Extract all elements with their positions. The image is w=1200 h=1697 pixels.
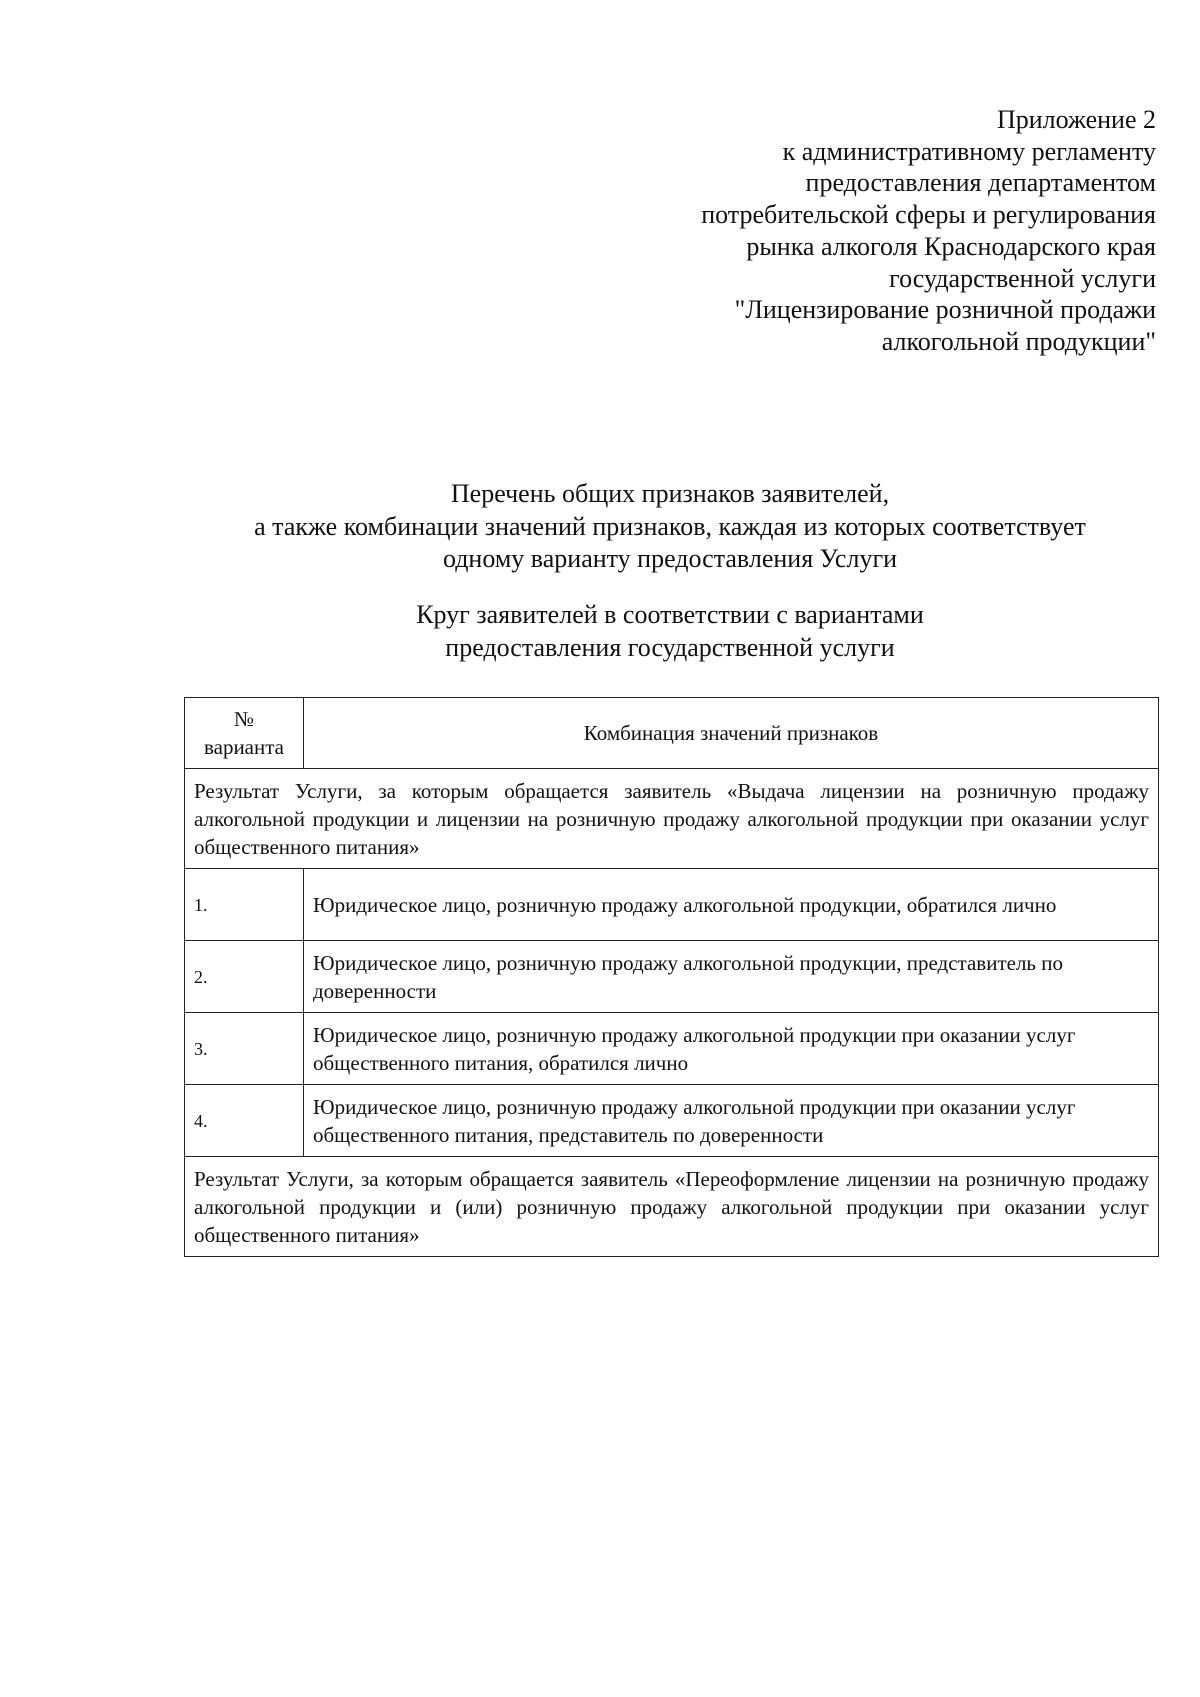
table-row [185,941,1159,1013]
variant-number: 4. [185,1085,304,1157]
subheading-line: предоставления государственной услуги [445,633,895,662]
table-header-row [185,698,1159,769]
variant-number: 2. [185,941,304,1013]
header-num-symbol: № [233,707,255,731]
result-issue-license: Результат Услуги, за которым обращается заявитель «Выдача лицензии на розничную продажу алкогольной продукции и лицензии на розничную продажу алкогольной продукции при оказании услуг общественного питания» [185,769,1159,869]
document-subheading [140,598,1200,664]
header-num-label: варианта [203,735,284,759]
result-row [185,769,1159,869]
appendix-line: государственной услуги [889,263,1156,293]
appendix-line: предоставления департаментом [805,168,1156,198]
appendix-line: к административному регламенту [782,136,1156,166]
header-combination: Комбинация значений признаков [304,698,1159,769]
heading-line: Перечень общих признаков заявителей, [450,479,890,508]
variant-number: 3. [185,1013,304,1085]
document-heading [140,478,1200,576]
variant-description: Юридическое лицо, розничную продажу алкогольной продукции, обратился лично [304,869,1159,941]
variant-description: Юридическое лицо, розничную продажу алкогольной продукции, представитель по доверенности [304,941,1159,1013]
heading-line: одному варианту предоставления Услуги [442,544,898,573]
subheading-line: Круг заявителей в соответствии с вариантами [416,600,924,629]
result-row [185,1157,1159,1257]
variant-number: 1. [185,869,304,941]
appendix-line: рынка алкоголя Краснодарского края [746,231,1156,261]
heading-line: а также комбинации значений признаков, каждая из которых соответствует [254,511,1086,541]
variant-description: Юридическое лицо, розничную продажу алкогольной продукции при оказании услуг общественного питания, обратился лично [304,1013,1159,1085]
table-row [185,1013,1159,1085]
appendix-line: алкогольной продукции" [881,326,1156,356]
appendix-block [596,104,1156,358]
appendix-title: Приложение 2 [996,105,1156,134]
table-row [185,869,1159,941]
result-reissue-license: Результат Услуги, за которым обращается заявитель «Переоформление лицензии на розничную продажу алкогольной продукции и (или) розничную продажу алкогольной продукции при оказании услуг общественного питания» [185,1157,1159,1257]
appendix-line: потребительской сферы и регулирования [701,200,1156,230]
header-variant-number [185,698,304,769]
variant-description: Юридическое лицо, розничную продажу алкогольной продукции при оказании услуг общественного питания, представитель по доверенности [304,1085,1159,1157]
table-row [185,1085,1159,1157]
variants-table [184,697,1159,1257]
appendix-line: "Лицензирование розничной продажи [734,295,1156,325]
